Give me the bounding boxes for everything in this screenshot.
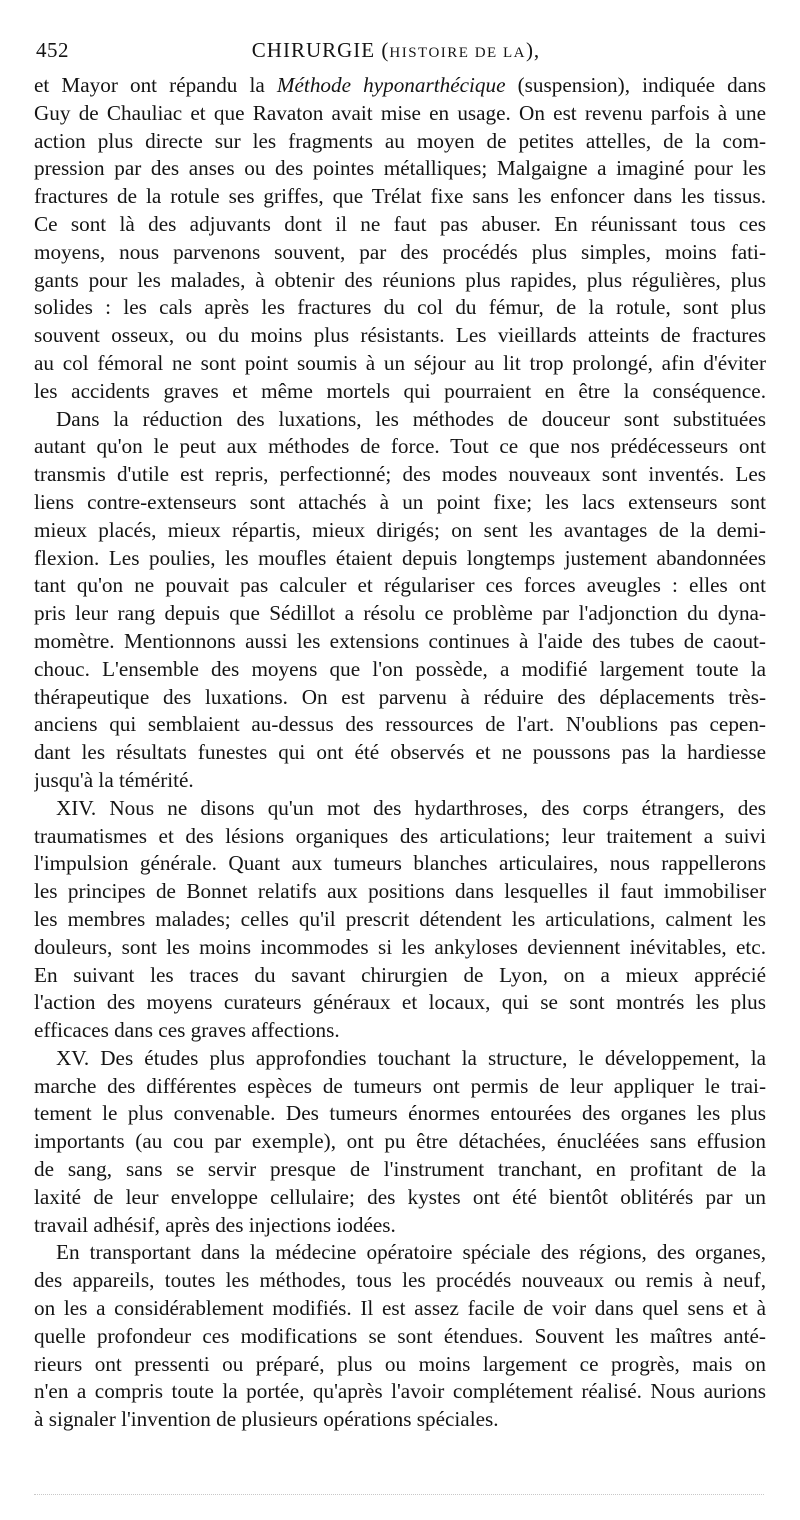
body-text [34,72,766,1434]
text-line: action plus directe sur les fragments au moyen de petites attelles, de la com- [34,128,766,153]
running-head-paren-close: ), [525,38,541,62]
text-line: momètre. Mentionnons aussi les extensions continues à l'aide des tubes de caout- [34,628,766,653]
text-line: laxité de leur enveloppe cellulaire; des kystes ont été bientôt oblitérés par un [34,1184,766,1209]
text-line: dant les résultats funestes qui ont été observés et ne poussons pas la hardiesse [34,740,766,765]
text-line: XV. Des études plus approfondies touchant la structure, le développement, la [56,1045,766,1070]
text-run: (suspension), indiquée dans [505,73,766,97]
text-line: chouc. L'ensemble des moyens que l'on possède, a modifié largement toute la [34,656,766,681]
text-line: gants pour les malades, à obtenir des réunions plus rapides, plus régulières, plus [34,267,766,292]
text-line: l'impulsion générale. Quant aux tumeurs blanches articulaires, nous rappellerons [34,851,766,876]
text-line: douleurs, sont les moins incommodes si les ankyloses deviennent inévitables, etc. [34,934,766,959]
text-line: XIV. Nous ne disons qu'un mot des hydarthroses, des corps étrangers, des [56,795,766,820]
text-line: anciens qui semblaient au-dessus des ressources de l'art. N'oublions pas cepen- [34,712,766,737]
page-header [30,38,762,66]
text-line: jusqu'à la témérité. [34,767,194,792]
text-line: Dans la réduction des luxations, les méthodes de douceur sont substituées [56,406,766,431]
text-line: En suivant les traces du savant chirurgien de Lyon, on a mieux apprécié [34,962,766,987]
running-head-paren-open: ( [375,38,390,62]
text-line: importants (au cou par exemple), ont pu être détachées, énucléées sans effusion [34,1129,766,1154]
text-line: les membres malades; celles qu'il prescrit détendent les articulations, calment les [34,906,766,931]
text-run: et Mayor ont répandu la [34,73,277,97]
text-line: des appareils, toutes les méthodes, tous les procédés nouveaux ou remis à neuf, [34,1268,766,1293]
text-line: les accidents graves et même mortels qui pourraient en être la conséquence. [34,378,766,403]
text-line: au col fémoral ne sont point soumis à un séjour au lit trop prolongé, afin d'éviter [34,350,766,375]
text-line: En transportant dans la médecine opératoire spéciale des régions, des organes, [56,1240,766,1265]
paragraph-section-xiv [34,795,766,1045]
text-line: de sang, sans se servir presque de l'instrument tranchant, en profitant de la [34,1157,766,1182]
text-line: traumatismes et des lésions organiques des articulations; leur traitement a suivi [34,823,766,848]
text-line: à signaler l'invention de plusieurs opérations spéciales. [34,1407,499,1432]
text-line: l'action des moyens curateurs généraux et locaux, qui se sont montrés les plus [34,990,766,1015]
italic-term: Méthode hyponarthécique [276,73,506,97]
text-line: n'en a compris toute la portée, qu'après l'avoir complétement réalisé. Nous aurions [34,1379,766,1404]
text-line: transmis d'utile est repris, perfectionné; des modes nouveaux sont inventés. Les [34,462,766,487]
text-line: Ce sont là des adjuvants dont il ne faut pas abuser. En réunissant tous ces [34,211,766,236]
paragraph-luxations [34,406,766,795]
text-line: quelle profondeur ces modifications se sont étendues. Souvent les maîtres anté- [34,1323,766,1348]
running-head [30,38,762,63]
text-line: pris leur rang depuis que Sédillot a résolu ce problème par l'adjonction du dyna- [34,601,766,626]
text-line: tement le plus convenable. Des tumeurs énormes entourées des organes les plus [34,1101,766,1126]
text-line: on les a considérablement modifiés. Il est assez facile de voir dans quel sens et à [34,1296,766,1321]
text-line: travail adhésif, après des injections iodées. [34,1212,396,1237]
paragraph-section-xv [34,1045,766,1240]
paragraph-fractures [34,72,766,406]
footer-rule [34,1494,764,1495]
text-line: rieurs ont pressenti ou préparé, plus ou moins largement ce progrès, mais on [34,1351,766,1376]
page-number: 452 [36,38,69,62]
text-line: flexion. Les poulies, les moufles étaient depuis longtemps justement abandonnées [34,545,766,570]
text-line: marche des différentes espèces de tumeurs ont permis de leur appliquer le trai- [34,1073,766,1098]
running-head-title: CHIRURGIE [251,38,376,62]
text-line: pression par des anses ou des pointes métalliques; Malgaigne a imaginé pour les [34,156,766,181]
text-line: liens contre-extenseurs sont attachés à un point fixe; les lacs extenseurs sont [34,489,766,514]
text-line: thérapeutique des luxations. On est parvenu à réduire des déplacements très- [34,684,766,709]
text-line: autant qu'on le peut aux méthodes de force. Tout ce que nos prédécesseurs ont [34,434,766,459]
text-line [34,72,766,100]
text-line: efficaces dans ces graves affections. [34,1018,340,1043]
text-line: fractures de la rotule ses griffes, que Trélat fixe sans les enfoncer dans les tissus. [34,184,766,209]
text-line: souvent osseux, ou du moins plus résistants. Les vieillards atteints de fractures [34,323,766,348]
paragraph-operative-medicine [34,1239,766,1434]
running-head-subtitle: HISTOIRE DE LA [389,45,526,61]
text-line: moyens, nous parvenons souvent, par des procédés plus simples, moins fati- [34,239,766,264]
text-line: solides : les cals après les fractures du col du fémur, de la rotule, sont plus [34,295,766,320]
text-line: mieux placés, mieux répartis, mieux dirigés; on sent les avantages de la demi- [34,517,766,542]
text-line: Guy de Chauliac et que Ravaton avait mise en usage. On est revenu parfois à une [34,100,766,125]
text-line: tant qu'on ne pouvait pas calculer et régulariser ces forces aveugles : elles ont [34,573,766,598]
text-line: les principes de Bonnet relatifs aux positions dans lesquelles il faut immobiliser [34,879,766,904]
